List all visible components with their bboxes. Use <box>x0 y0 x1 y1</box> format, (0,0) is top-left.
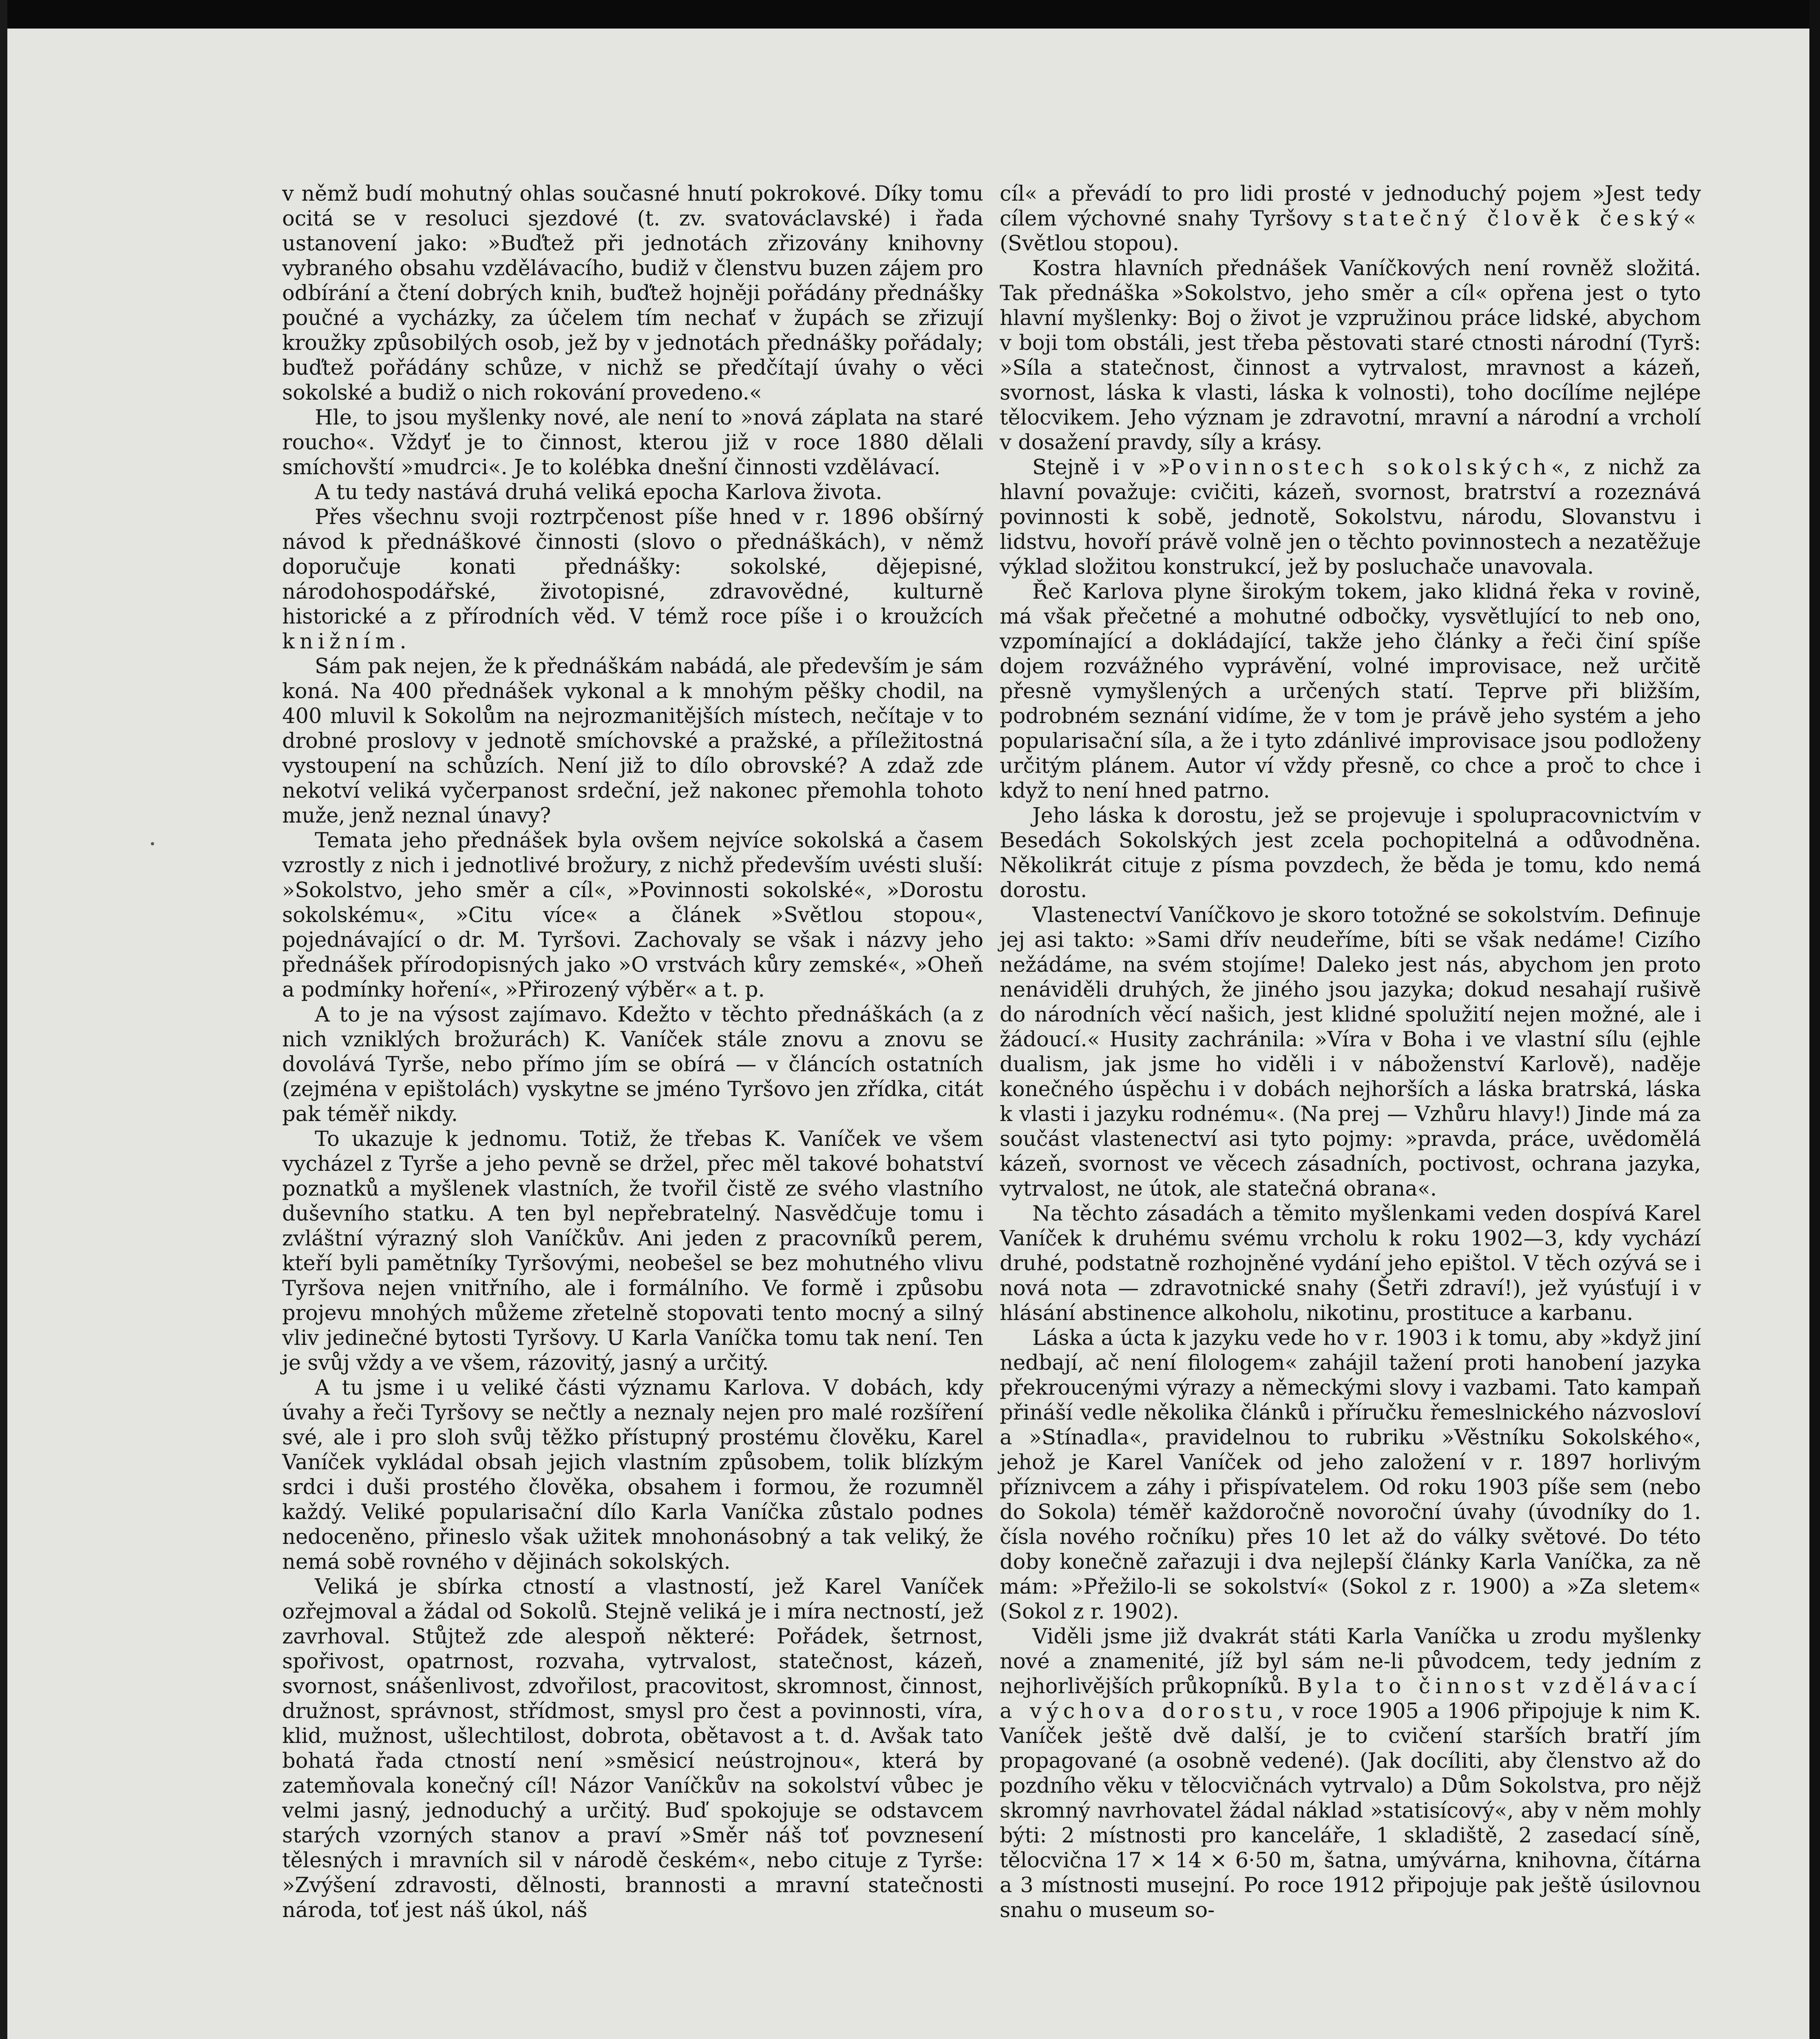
paragraph: A tu tedy nastává druhá veliká epocha Karlova života. <box>315 480 882 504</box>
paragraph: Temata jeho přednášek byla ovšem nejvíce sokolská a časem vzrostly z nich i jednotlivé brožury, z nichž především uvésti sluší: »Sokolstvo, jeho směr a cíl«, »Povinnosti sokolské«, »Dorostu sokolskému«, »Citu více« a článek »Světlou stopou«, pojednávající o dr. M. Tyršovi. Zachovaly se však i názvy jeho přednášek přírodopisných jako »O vrstvách kůry zemské«, »Oheň a podmínky hoření«, »Přirozený výběr« a t. p. <box>282 829 983 1002</box>
paragraph: To ukazuje k jednomu. Totiž, že třebas K. Vaníček ve všem vycházel z Tyrše a jeho pevně se držel, přec měl takové bohatství poznatků a myšlenek vlastních, že tvořil čistě ze svého vlastního duševního statku. A ten byl nepřebratelný. Nasvědčuje tomu i zvláštní výrazný sloh Vaníčkův. Ani jeden z pracovníků perem, kteří byli pamětníky Tyršovými, neobešel se bez mohutného vlivu Tyršova nejen vnitřního, ale i formálního. Ve formě i způsobu projevu mnohých můžeme zřetelně stopovati tento mocný a silný vliv jedinečné bytosti Tyršovy. U Karla Vaníčka tomu tak není. Ten je svůj vždy a ve všem, rázovitý, jasný a určitý. <box>282 1127 983 1375</box>
paragraph: Sám pak nejen, že k přednáškám nabádá, ale především je sám koná. Na 400 přednášek vykonal a k mnohým pěšky chodil, na 400 mluvil k Sokolům na nejrozmanitějších místech, nečítaje v to drobné proslovy v jednotě smíchovské a pražské, a příležitostná vystoupení na schůzích. Není již to dílo obrovské? A zdaž zde nekotví veliká vyčerpanost srdeční, jež nakonec přemohla tohoto muže, jenž neznal únavy? <box>282 655 983 828</box>
paragraph: A to je na výsost zajímavo. Kdežto v těchto přednáškách (a z nich vzniklých brožurách) K. Vaníček stále znovu a znovu se dovolává Tyrše, nebo přímo jím se obírá — v článcích ostatních (zejména v epištolách) vyskytne se jméno Tyršovo jen zřídka, citát pak téměř nikdy. <box>282 1003 983 1126</box>
paragraph: Veliká je sbírka ctností a vlastností, jež Karel Vaníček ozřejmoval a žádal od Sokolů. Stejně veliká je i míra nectností, jež zavrhoval. Stůjtež zde alespoň některé: Pořádek, šetrnost, spořivost, opatrnost, rozvaha, vytrvalost, statečnost, kázeň, svornost, snášenlivost, zdvořilost, pracovitost, skromnost, činnost, družnost, správnost, střídmost, smysl pro čest a povinnosti, víra, klid, mužnost, ušlechtilost, dobrota, obětavost a t. d. Avšak tato bohatá řada ctností není »směsicí neústrojnou«, která by zatemňovala konečný cíl! Názor Vaníčkův na sokolství vůbec je velmi jasný, jednoduchý a určitý. Buď spokojuje se odstavcem starých vzorných stanov a praví »Směr náš toť povznesení tělesných i mravních sil v národě českém«, nebo cituje z Tyrše: »Zvýšení zdravosti, dělnosti, brannosti a mravní statečnosti národa, toť jest náš úkol, náš <box>282 1575 983 1922</box>
scan-speck <box>151 842 154 845</box>
scan-border-top <box>0 0 1820 29</box>
paragraph: Přes všechnu svoji roztrpčenost píše hned v r. 1896 obšírný návod k přednáškové činnosti (slovo o přednáškách), v němž doporučuje konati přednášky: sokolské, dějepisné, národohospodářské, životopisné, zdravovědné, kulturně historické a z přírodních věd. V témž roce píše i o kroužcích knižním. <box>282 505 983 654</box>
paragraph: Láska a úcta k jazyku vede ho v r. 1903 i k tomu, aby »když jiní nedbají, ač není filologem« zahájil tažení proti hanobení jazyka překroucenými výrazy a německými slovy i vazbami. Tato kampaň přináší vedle několika článků i příručku řemeslnického názvosloví a »Stínadla«, pravidelnou to rubriku »Věstníku Sokolského«, jehož je Karel Vaníček od jeho založení v r. 1897 horlivým příznivcem a záhy i přispívatelem. Od roku 1903 píše sem (nebo do Sokola) téměř každoročně novoroční úvahy (úvodníky do 1. čísla nového ročníku) přes 10 let až do války světové. Do této doby konečně zařazuji i dva nejlepší články Karla Vaníčka, za ně mám: »Přežilo-li se sokolství« (Sokol z r. 1900) a »Za sletem« (Sokol z r. 1902). <box>1000 1326 1701 1624</box>
paragraph: A tu jsme i u veliké části významu Karlova. V dobách, kdy úvahy a řeči Tyršovy se nečtly a neznaly nejen pro malé rozšíření své, ale i pro sloh svůj těžko přístupný prostému člověku, Karel Vaníček vykládal obsah jejich vlastním způsobem, tolik blízkým srdci i duši prostého člověka, obsahem i formou, že rozumněl každý. Veliké popularisační dílo Karla Vaníčka zůstalo podnes nedoceněno, přineslo však užitek mnohonásobný a tak veliký, že nemá sobě rovného v dějinách sokolských. <box>282 1376 983 1574</box>
paragraph: Viděli jsme již dvakrát státi Karla Vaníčka u zrodu myšlenky nové a znamenité, jíž byl sám ne-li původcem, tedy jedním z nejhorlivějších průkopníků. Byla to činnost vzdělávací a výchova dorostu, v roce 1905 a 1906 připojuje k nim K. Vaníček ještě dvě další, je to cvičení starších bratří jím propagované (a osobně vedené). (Jak docíliti, aby členstvo až do pozdního věku v tělocvičnách vytrvalo) a Dům Sokolstva, pro nějž skromný navrhovatel žádal náklad »statisícový«, aby v něm mohly býti: 2 místnosti pro kanceláře, 1 skladiště, 2 zasedací síně, tělocvična 17 × 14 × 6·50 m, šatna, umývárna, knihovna, čítárna a 3 místnosti musejní. Po roce 1912 připojuje pak ještě úsilovnou snahu o museum so- <box>1000 1625 1701 1922</box>
paragraph: cíl« a převádí to pro lidi prosté v jednoduchý pojem »Jest tedy cílem výchovné snahy Tyršovy statečný člověk český« (Světlou stopou). <box>1000 182 1701 256</box>
right-column <box>1000 181 1701 1923</box>
paragraph: Na těchto zásadách a těmito myšlenkami veden dospívá Karel Vaníček k druhému svému vrcholu k roku 1902—3, kdy vychází druhé, podstatně rozhojněné vydání jeho epištol. V těch ozývá se i nová nota — zdravotnické snahy (Šetři zdraví!), jež vyúsťují i v hlásání abstinence alkoholu, nikotinu, prostituce a karbanu. <box>1000 1202 1701 1325</box>
paragraph: Vlastenectví Vaníčkovo je skoro totožné se sokolstvím. Definuje jej asi takto: »Sami dřív neudeříme, bíti se však nedáme! Cizího nežádáme, na svém stojíme! Daleko jest nás, abychom jen proto nenáviděli druhých, že jiného jsou jazyka; dokud nesahají rušivě do národních věcí našich, jest klidné spolužití nejen možné, ale i žádoucí.« Husity zachránila: »Víra v Boha i ve vlastní sílu (ejhle dualism, jak jsme ho viděli i v náboženství Karlově), naděje konečného úspěchu i v dobách nejhorších a láska bratrská, láska k vlasti i jazyku rodnému«. (Na prej — Vzhůru hlavy!) Jinde má za součást vlastenectví asi tyto pojmy: »pravda, práce, uvědomělá kázeň, svornost ve věcech zásadních, poctivost, ochrana jazyka, vytrvalost, ne útok, ale statečná obrana«. <box>1000 903 1701 1201</box>
paragraph: Hle, to jsou myšlenky nové, ale není to »nová záplata na staré roucho«. Vždyť je to činnost, kterou již v roce 1880 dělali smíchovští »mudrci«. Je to kolébka dnešní činnosti vzdělávací. <box>282 406 983 480</box>
scan-border-right <box>1809 0 1820 2039</box>
paragraph: Jeho láska k dorostu, jež se projevuje i spolupracovnictvím v Besedách Sokolských jest zcela pochopitelná a odůvodněna. Několikrát cituje z písma povzdech, že běda je tomu, kdo nemá dorostu. <box>1000 804 1701 902</box>
paragraph: Stejně i v »Povinnostech sokolských«, z nichž za hlavní považuje: cvičiti, kázeň, svornost, bratrství a rozeznává povinnosti k sobě, jednotě, Sokolstvu, národu, Slovanstvu i lidstvu, hovoří právě volně jen o těchto povinnostech a nezatěžuje výklad složitou konstrukcí, jež by posluchače unavovala. <box>1000 456 1701 579</box>
paragraph: Kostra hlavních přednášek Vaníčkových není rovněž složitá. Tak přednáška »Sokolstvo, jeho směr a cíl« opřena jest o tyto hlavní myšlenky: Boj o život je vzpružinou práce lidské, abychom v boji tom obstáli, jest třeba pěstovati staré ctnosti národní (Tyrš: »Síla a statečnost, činnost a vytrvalost, mravnost a kázeň, svornost, láska k vlasti, láska k volnosti), toho docílíme nejlépe tělocvikem. Jeho význam je zdravotní, mravní a národní a vrcholí v dosažení pravdy, síly a krásy. <box>1000 257 1701 455</box>
paragraph: v němž budí mohutný ohlas současné hnutí pokrokové. Díky tomu ocitá se v resoluci sjezdové (t. zv. svatováclavské) i řada ustanovení jako: »Buďtež při jednotách zřizovány knihovny vybraného obsahu vzdělávacího, budiž v členstvu buzen zájem pro odbírání a čtení dobrých knih, buďtež hojněji pořádány přednášky poučné a vycházky, za účelem tím nechať v župách se zřizují kroužky způsobilých osob, jež by v jednotách přednášky pořádaly; buďtež pořádány schůze, v nichž se předčítají úvahy o věci sokolské a budiž o nich rokování provedeno.« <box>282 182 983 405</box>
scan-border-left <box>0 0 7 2039</box>
paragraph: Řeč Karlova plyne širokým tokem, jako klidná řeka v rovině, má však přečetné a mohutné odbočky, vysvětlující to neb ono, vzpomínající a dokládající, takže jeho články a řeči činí spíše dojem rozvážného vyprávění, volné improvisace, než určitě přesně vymyšlených a určených statí. Teprve při bližším, podrobném seznání vidíme, že v tom je právě jeho systém a jeho popularisační síla, a že i tyto zdánlivé improvisace jsou podloženy určitým plánem. Autor ví vždy přesně, co chce a proč to chce i když to není hned patrno. <box>1000 580 1701 803</box>
left-column <box>282 181 983 1923</box>
